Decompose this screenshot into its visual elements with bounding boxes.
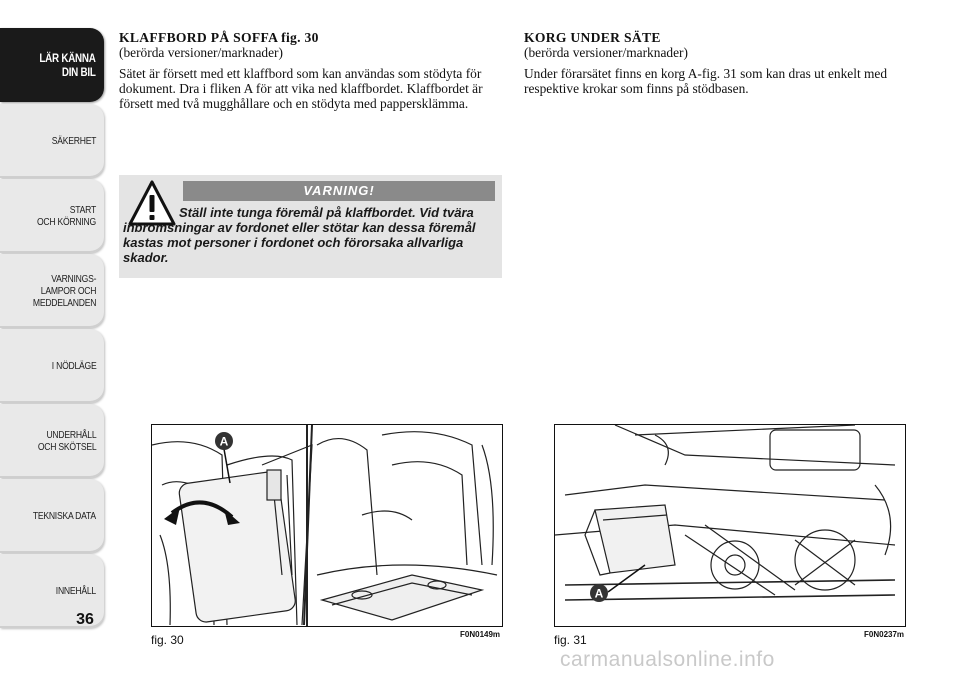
tab-label: INNEHÅLL xyxy=(55,585,96,597)
tab-i-nodlage[interactable] xyxy=(0,329,104,403)
section-body: Sätet är försett med ett klaffbord som kan användas som stödyta för dokument. Dra i fliken A för att vika ned klaffbordet. Klaffbordet är försett med två mugghållare och en stödyta med pappersklämma. xyxy=(119,66,483,111)
section-heading: KLAFFBORD PÅ SOFFA fig. 30 xyxy=(119,30,319,45)
tab-lar-kanna-din-bil[interactable] xyxy=(0,28,104,102)
tab-label: START OCH KÖRNING xyxy=(36,204,96,228)
tab-underhall-och-skotsel[interactable] xyxy=(0,404,104,478)
tab-start-och-korning[interactable] xyxy=(0,179,104,253)
section-subheading: (berörda versioner/marknader) xyxy=(119,45,283,60)
figure-30-code: F0N0149m xyxy=(460,630,501,639)
figure-31-caption: fig. 31 xyxy=(554,633,587,647)
section-subheading: (berörda versioner/marknader) xyxy=(524,45,688,60)
callout-a-label: A xyxy=(594,586,604,601)
tab-label: SÄKERHET xyxy=(51,135,96,147)
figure-31-illustration xyxy=(554,424,906,627)
tab-varningslampor[interactable] xyxy=(0,254,104,328)
tab-label: LÄR KÄNNA DIN BIL xyxy=(39,51,96,79)
tab-label: TEKNISKA DATA xyxy=(33,510,96,522)
warning-title: VARNING! xyxy=(183,181,495,201)
section-heading: KORG UNDER SÄTE xyxy=(524,30,661,45)
figure-31-code: F0N0237m xyxy=(864,630,905,639)
warning-box xyxy=(119,175,502,278)
figure-30-caption: fig. 30 xyxy=(151,633,184,647)
tab-tekniska-data[interactable] xyxy=(0,479,104,553)
tab-sakerhet[interactable] xyxy=(0,104,104,178)
tab-label: UNDERHÅLL OCH SKÖTSEL xyxy=(37,429,96,453)
site-watermark: carmanualsonline.info xyxy=(560,648,775,671)
page-number: 36 xyxy=(76,611,94,628)
figure-30-illustration xyxy=(151,424,503,627)
under-seat-basket-drawing xyxy=(555,425,905,626)
tab-label: I NÖDLÄGE xyxy=(51,360,96,372)
warning-text: Ställ inte tunga föremål på klaffbordet. Vid tvära inbromsningar av fordonet eller stötar kan dessa föremål kastas mot personer i fordonet och förorsaka allvarliga skador. xyxy=(123,205,476,265)
section-body: Under förarsätet finns en korg A-fig. 31 som kan dras ut enkelt med respektive krokar som finns på stödbasen. xyxy=(524,66,888,96)
korg-section xyxy=(524,30,909,96)
klaffbord-section xyxy=(119,30,504,111)
tab-label: VARNINGS- LAMPOR OCH MEDDELANDEN xyxy=(32,273,96,309)
callout-a-label: A xyxy=(219,434,229,449)
fold-table-drawing xyxy=(152,425,502,626)
